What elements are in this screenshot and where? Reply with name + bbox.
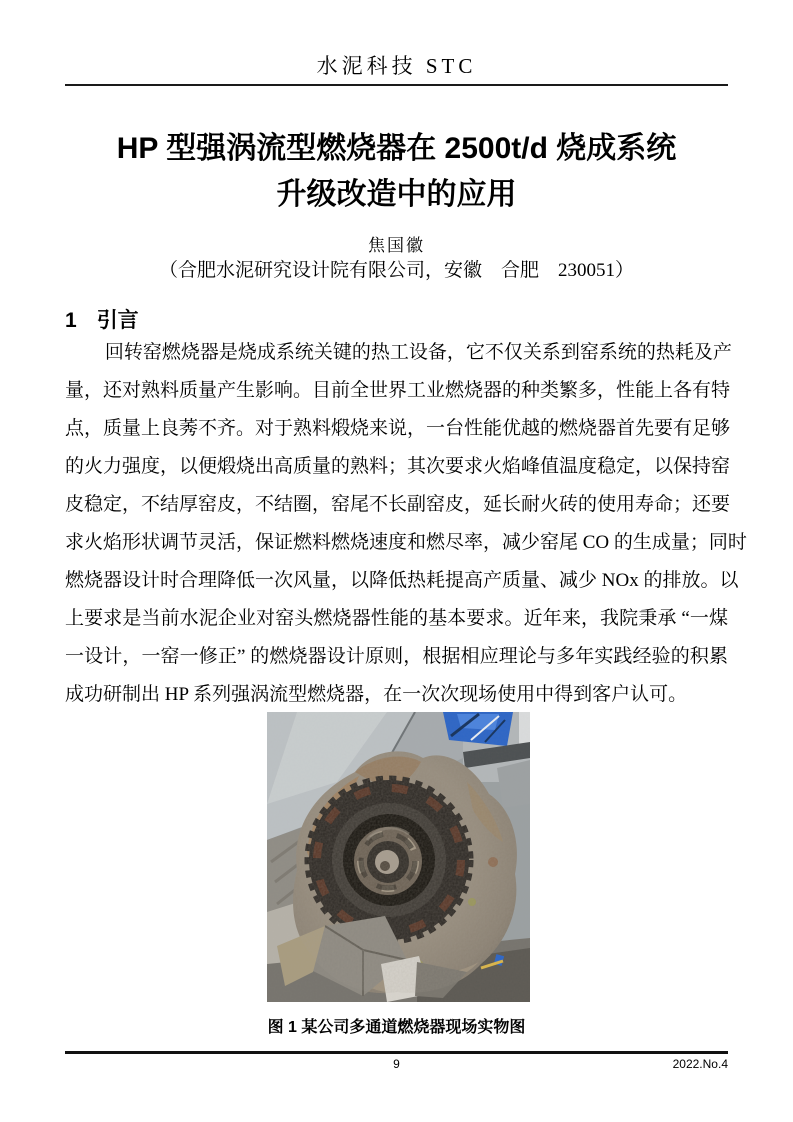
paragraph-line: 的火力强度，以便煅烧出高质量的熟料；其次要求火焰峰值温度稳定，以保持窑: [65, 456, 731, 477]
paragraph-line: 一设计，一窑一修正” 的燃烧器设计原则，根据相应理论与多年实践经验的积累: [65, 646, 728, 667]
article-title-line1: HP 型强涡流型燃烧器在 2500t/d 烧成系统: [116, 132, 677, 165]
paragraph-line: 皮稳定，不结厚窑皮，不结圈，窑尾不长副窑皮，延长耐火砖的使用寿命；还要: [65, 494, 731, 515]
author-affiliation: （合肥水泥研究设计院有限公司，安徽 合肥 230051）: [158, 260, 634, 281]
figure-1: [267, 712, 530, 1002]
paragraph-line: 回转窑燃烧器是烧成系统关键的热工设备，它不仅关系到窑系统的热耗及产: [104, 342, 732, 363]
issue-label: 2022.No.4: [672, 1057, 728, 1071]
body-paragraph: [65, 334, 747, 714]
page-number: 9: [393, 1057, 400, 1071]
section-number: 1: [65, 309, 77, 332]
paragraph-line: 燃烧器设计时合理降低一次风量，以降低热耗提高产质量、减少 NOx 的排放。以: [65, 570, 739, 591]
section-title: 引言: [96, 309, 139, 332]
burner-photo: [267, 712, 530, 1002]
section-heading: [65, 304, 728, 334]
author-name: 焦国徽: [368, 236, 425, 255]
paragraph-line: 量，还对熟料质量产生影响。目前全世界工业燃烧器的种类繁多，性能上各有特: [65, 380, 731, 401]
article-title-line2: 升级改造中的应用: [276, 178, 517, 211]
figure-caption: 图 1 某公司多通道燃烧器现场实物图: [267, 1019, 526, 1036]
journal-title: 水泥科技 STC: [316, 54, 477, 78]
header-divider: [65, 84, 728, 86]
paragraph-line: 上要求是当前水泥企业对窑头燃烧器性能的基本要求。近年来，我院秉承 “一煤: [65, 608, 728, 629]
article-title: [65, 126, 728, 218]
paragraph-line: 点，质量上良莠不齐。对于熟料煅烧来说，一台性能优越的燃烧器首先要有足够: [65, 418, 731, 439]
footer-divider: [65, 1051, 728, 1054]
grain-overlay-full: [267, 712, 530, 1002]
paragraph-line: 成功研制出 HP 系列强涡流型燃烧器，在一次次现场使用中得到客户认可。: [65, 684, 688, 705]
page-footer: [65, 1057, 728, 1075]
paragraph-line: 求火焰形状调节灵活，保证燃料燃烧速度和燃尽率，减少窑尾 CO 的生成量；同时: [65, 532, 747, 553]
